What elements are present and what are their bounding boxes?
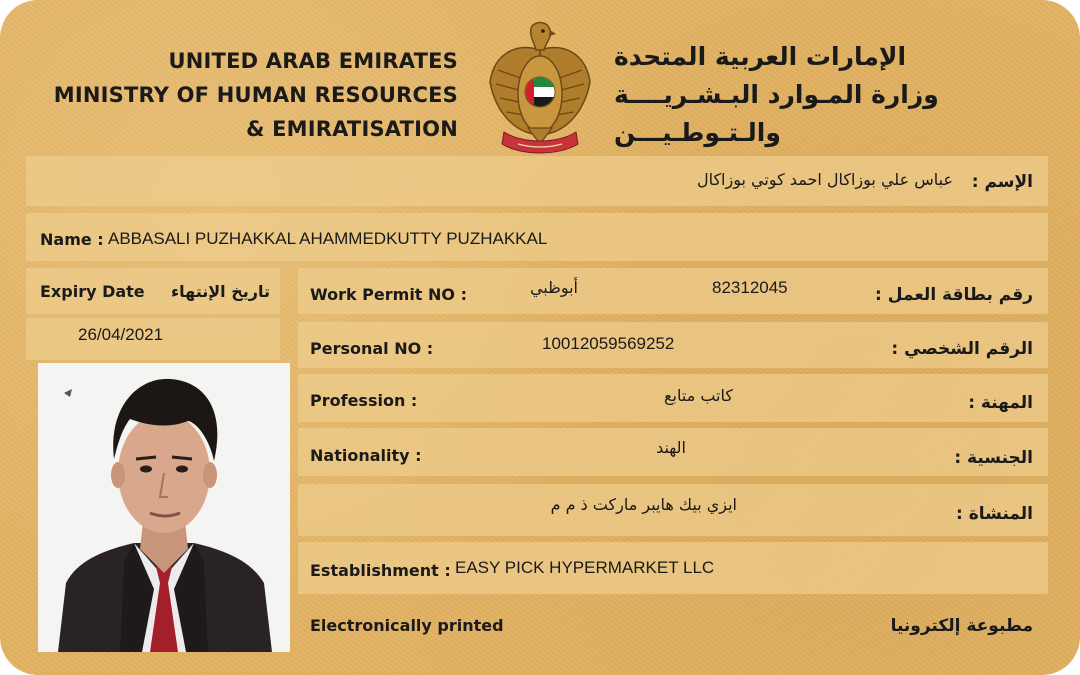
name-ar-value: عباس علي بوزاكال احمد كوتي بوزاكال (696, 170, 953, 189)
header-ministry-ar: وزارة المـوارد البـشـريــــة (614, 80, 939, 109)
holder-portrait-image (38, 363, 290, 652)
header-arabic (614, 38, 939, 152)
nationality-label-ar: الجنسية : (954, 448, 1033, 468)
personal-label-en: Personal NO : (310, 339, 434, 358)
work-permit-number: 82312045 (712, 278, 788, 297)
profession-label-ar: المهنة : (968, 393, 1033, 413)
uae-falcon-emblem-icon (486, 20, 594, 156)
expiry-label-ar: تاريخ الإنتهاء (170, 282, 270, 301)
nationality-label-en: Nationality : (310, 446, 422, 465)
electronically-printed-en: Electronically printed (310, 616, 504, 635)
name-en-value: ABBASALI PUZHAKKAL AHAMMEDKUTTY PUZHAKKAL (108, 229, 548, 248)
establishment-ar-label: المنشاة : (956, 504, 1033, 524)
header-english (54, 44, 458, 146)
establishment-en-value: EASY PICK HYPERMARKET LLC (455, 558, 715, 577)
personal-label-ar: الرقم الشخصي : (891, 339, 1033, 359)
electronically-printed-ar: مطبوعة إلكترونيا (890, 616, 1033, 636)
work-permit-label-ar: رقم بطاقة العمل : (875, 285, 1033, 305)
header-country: UNITED ARAB EMIRATES (168, 49, 458, 73)
header-ministry-2: & EMIRATISATION (246, 117, 458, 141)
header-ministry-2-ar: والـتـوطـيـــن (614, 118, 781, 147)
work-permit-emirate: أبوظبي (529, 278, 578, 297)
expiry-value: 26/04/2021 (78, 325, 164, 344)
holder-photo (38, 363, 290, 652)
work-permit-label-en: Work Permit NO : (310, 285, 467, 304)
name-en-label: Name : (40, 230, 104, 249)
expiry-label-en: Expiry Date (40, 282, 145, 301)
nationality-value: الهند (656, 438, 686, 457)
header-ministry: MINISTRY OF HUMAN RESOURCES (53, 83, 458, 107)
header-country-ar: الإمارات العربية المتحدة (614, 42, 907, 71)
personal-value: 10012059569252 (542, 334, 675, 353)
profession-label-en: Profession : (310, 391, 418, 410)
profession-value: كاتب متابع (664, 386, 733, 405)
establishment-ar-value: ايزي بيك هايبر ماركت ذ م م (550, 495, 737, 514)
name-ar-label: الإسم : (971, 172, 1033, 192)
establishment-en-label: Establishment : (310, 561, 451, 580)
